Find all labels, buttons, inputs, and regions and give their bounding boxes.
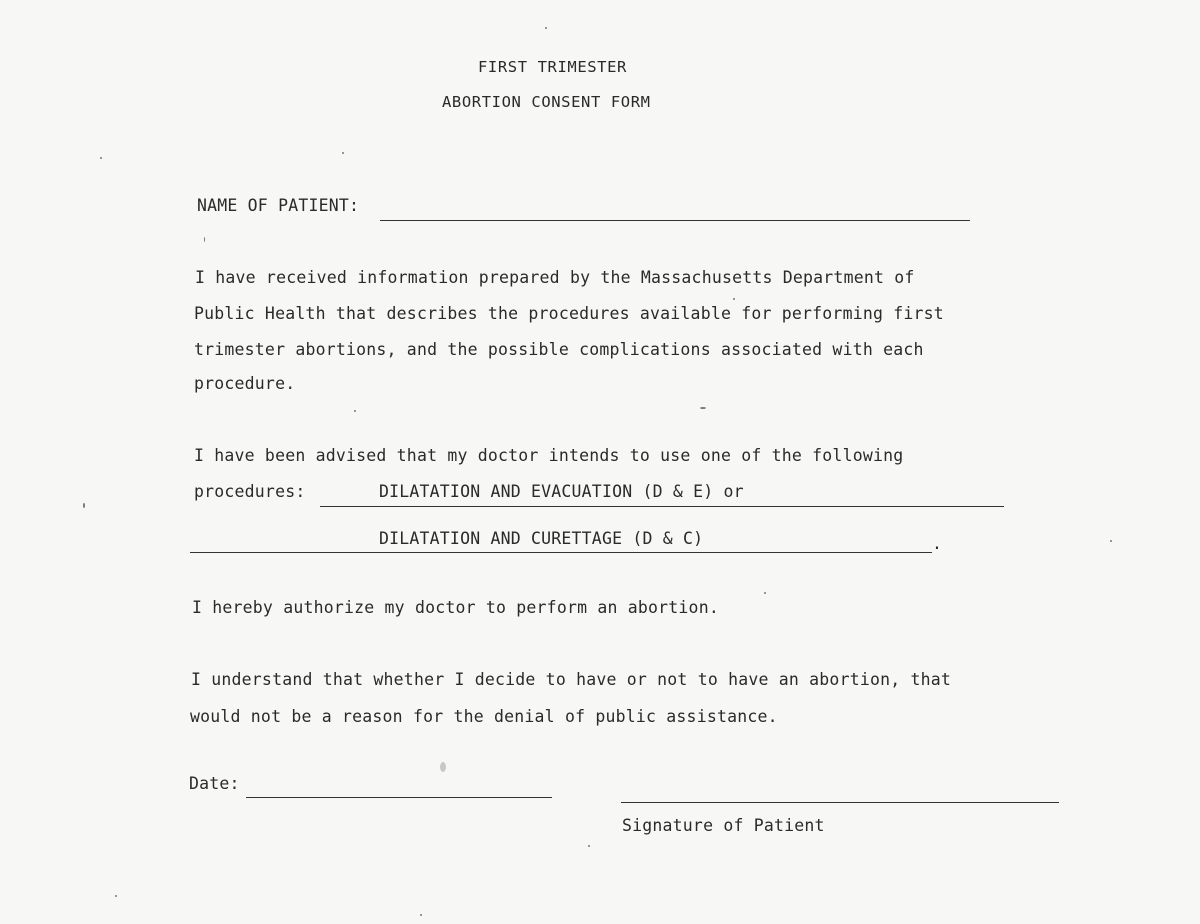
scan-speck <box>440 762 446 772</box>
scan-speck <box>354 410 356 412</box>
paragraph1-line3: trimester abortions, and the possible complications associated with each <box>194 340 924 359</box>
paragraph3-line1: I hereby authorize my doctor to perform an abortion. <box>192 598 719 617</box>
scan-speck <box>204 237 205 242</box>
patient-name-label: NAME OF PATIENT: <box>197 196 360 215</box>
form-title-line2: ABORTION CONSENT FORM <box>442 93 651 111</box>
scan-speck <box>545 27 547 29</box>
scan-speck <box>115 895 117 897</box>
procedure-line-1 <box>320 506 1004 507</box>
procedure-end-period: . <box>932 534 943 553</box>
signature-label: Signature of Patient <box>622 816 825 835</box>
paragraph1-line2: Public Health that describes the procedures available for performing first <box>194 304 944 323</box>
scan-speck <box>764 592 766 594</box>
scan-speck <box>588 845 590 847</box>
paragraph1-line4: procedure. <box>194 374 296 393</box>
procedure-line-2 <box>190 552 932 553</box>
scan-speck <box>1110 540 1112 542</box>
scan-speck <box>700 407 706 409</box>
form-title-line1: FIRST TRIMESTER <box>478 58 627 76</box>
patient-name-field[interactable] <box>380 220 970 221</box>
procedure-option-1: DILATATION AND EVACUATION (D & E) or <box>379 482 744 501</box>
scan-speck <box>342 152 344 154</box>
procedures-label: procedures: <box>194 482 306 501</box>
date-label: Date: <box>189 774 240 793</box>
scan-speck <box>733 298 735 300</box>
scan-speck <box>83 503 85 508</box>
paragraph1-line1: I have received information prepared by the Massachusetts Department of <box>195 268 915 287</box>
signature-field[interactable] <box>621 802 1059 803</box>
date-field[interactable] <box>246 797 552 798</box>
procedure-option-2: DILATATION AND CURETTAGE (D & C) <box>379 529 704 548</box>
paragraph4-line2: would not be a reason for the denial of public assistance. <box>190 707 778 726</box>
paragraph2-line1: I have been advised that my doctor intends to use one of the following <box>194 446 904 465</box>
paragraph4-line1: I understand that whether I decide to have or not to have an abortion, that <box>191 670 952 689</box>
scan-speck <box>420 914 422 916</box>
scan-speck <box>100 157 102 159</box>
